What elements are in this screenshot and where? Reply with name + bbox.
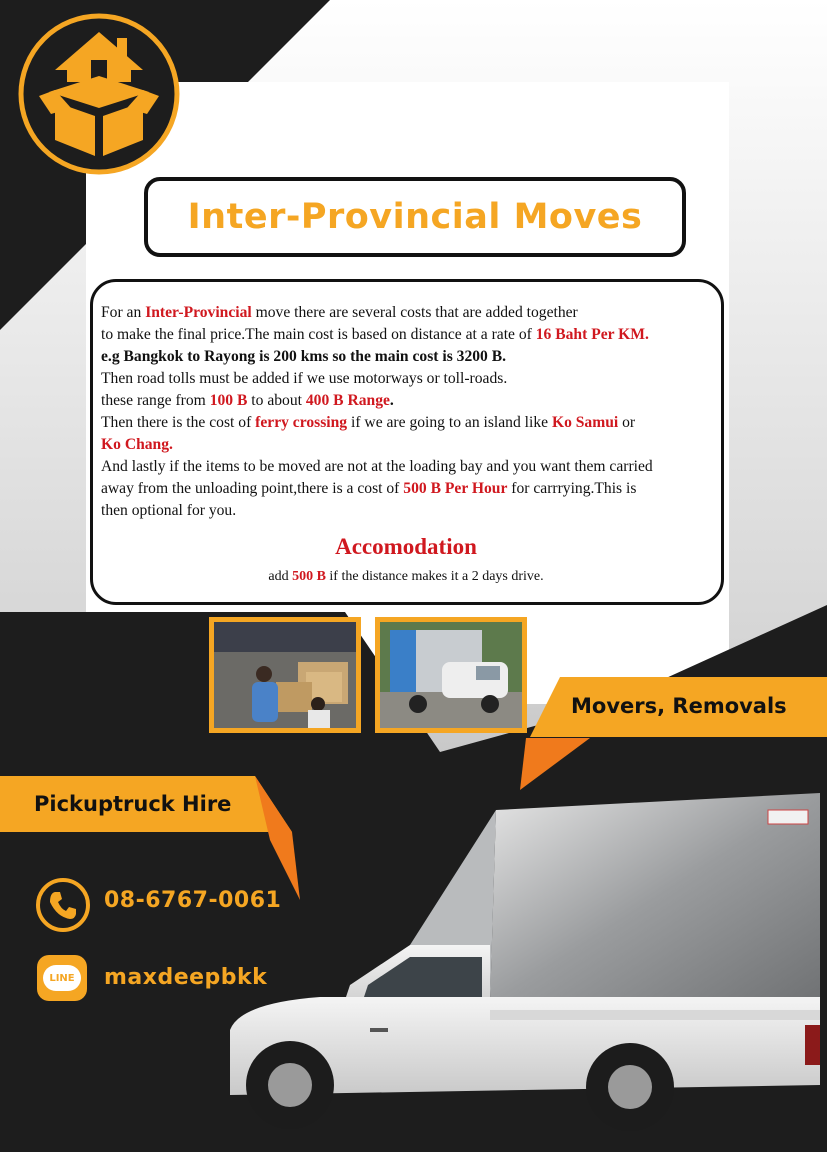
highlight-text: Inter-Provincial	[145, 304, 252, 321]
pickup-truck-image	[220, 785, 827, 1152]
line-id[interactable]: maxdeepbkk	[104, 965, 268, 990]
movers-removals-label: Movers, Removals	[571, 694, 787, 718]
title-box	[144, 177, 686, 257]
pricing-info-box	[90, 279, 724, 605]
line-app-icon	[37, 955, 87, 1001]
text: Then there is the cost of	[101, 414, 256, 431]
truck-photo	[375, 617, 527, 733]
text-line: e.g Bangkok to Rayong is 200 kms so the main cost is 3200 B.	[101, 348, 507, 365]
accommodation-note	[101, 566, 711, 588]
accommodation-heading: Accomodation	[335, 534, 477, 559]
text: if we are going to an island like	[347, 414, 552, 431]
text: away from the unloading point,there is a cost of	[101, 480, 404, 497]
text: to about	[247, 392, 306, 409]
highlight-text: 500 B	[292, 569, 326, 584]
text-line	[101, 390, 711, 412]
text-line	[101, 412, 711, 434]
page-title: Inter-Provincial Moves	[187, 197, 643, 237]
text-line: then optional for you.	[101, 502, 237, 519]
pickup-hire-label: Pickuptruck Hire	[34, 792, 232, 816]
line-badge-text: LINE	[49, 972, 75, 984]
highlight-text: 500 B Per Hour	[403, 480, 508, 497]
text-line: Ko Chang.	[101, 436, 173, 453]
text-line	[101, 478, 711, 500]
text-line: And lastly if the items to be moved are not at the loading bay and you want them carried	[101, 458, 653, 475]
phone-icon	[35, 877, 91, 933]
loading-photo	[209, 617, 361, 733]
highlight-text: 16 Baht Per KM.	[535, 326, 649, 343]
phone-number[interactable]: 08-6767-0061	[104, 888, 282, 913]
highlight-text: 100 B	[209, 392, 248, 409]
text: if the distance makes it a 2 days drive.	[325, 569, 544, 584]
text: .	[389, 392, 394, 409]
highlight-text: Ko Samui	[551, 414, 619, 431]
text-line: Then road tolls must be added if we use motorways or toll-roads.	[101, 370, 508, 387]
highlight-text: 400 B Range	[305, 392, 390, 409]
text: these range from	[101, 392, 210, 409]
text-line	[101, 302, 711, 324]
text: for carrrying.This is	[507, 480, 637, 497]
house-box-icon	[15, 10, 183, 178]
text: For an	[101, 304, 146, 321]
text-line	[101, 324, 711, 346]
line-bubble	[43, 965, 81, 991]
text: add	[268, 569, 293, 584]
text: move there are several costs that are added together	[251, 304, 578, 321]
highlight-text: ferry crossing	[255, 414, 348, 431]
text: to make the final price.The main cost is based on distance at a rate of	[101, 326, 536, 343]
text: or	[618, 414, 636, 431]
